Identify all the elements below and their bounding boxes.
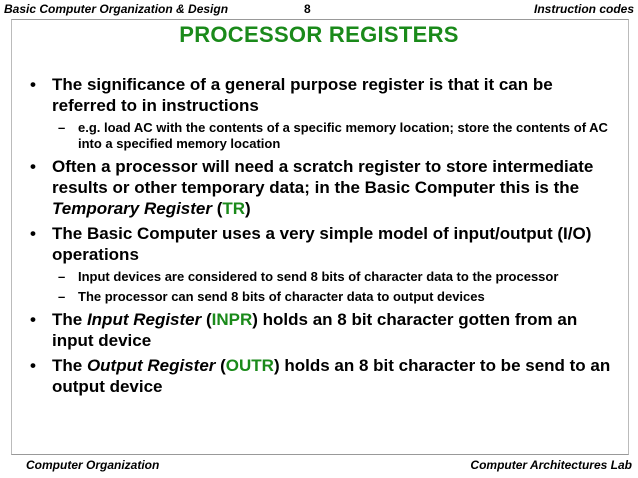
sub-bullet-text: The processor can send 8 bits of character data to output devices (78, 289, 485, 304)
bullet-icon: • (30, 356, 36, 375)
bullet-text: The Basic Computer uses a very simple model of input/output (I/O) operations (52, 224, 592, 264)
sub-bullet-text: Input devices are considered to send 8 bits of character data to the processor (78, 269, 559, 284)
sub-bullet-output-devices (24, 289, 620, 305)
bullet-icon: • (30, 75, 36, 94)
page-number: 8 (304, 2, 311, 16)
paren-open: ( (211, 199, 223, 218)
bullet-text: ) holds an 8 bit character to be send to an output device (52, 356, 611, 396)
bullet-general-purpose-register (24, 74, 620, 116)
bullet-icon: • (30, 224, 36, 243)
bullet-text: Often a processor will need a scratch register to store intermediate results or other temporary data; in the Basic Computer this is the (52, 157, 594, 197)
bullet-prefix: The (52, 356, 87, 375)
bullet-text: The significance of a general purpose register is that it can be referred to in instructions (52, 75, 553, 115)
paren-close: ) (245, 199, 251, 218)
sub-bullet-input-devices (24, 269, 620, 285)
bullet-output-register (24, 355, 620, 397)
footer-course: Computer Organization (26, 458, 160, 472)
sub-bullet-text: e.g. load AC with the contents of a specific memory location; store the contents of AC into a specified memory location (78, 120, 608, 151)
bullet-prefix: The (52, 310, 87, 329)
footer-lab: Computer Architectures Lab (470, 458, 632, 472)
slide-title: PROCESSOR REGISTERS (179, 22, 459, 47)
abbr-tr: TR (222, 199, 246, 218)
header-course-title: Basic Computer Organization & Design (4, 2, 229, 16)
bullet-temporary-register (24, 156, 620, 219)
abbr-inpr: INPR (211, 310, 253, 329)
term-output-register: Output Register (86, 356, 216, 375)
bullet-icon: • (30, 157, 36, 176)
bullet-icon: • (30, 310, 36, 329)
sub-bullet-load-ac-example (24, 120, 620, 152)
dash-icon: – (58, 120, 66, 135)
bullet-text: ) holds an 8 bit character gotten from an input device (52, 310, 578, 350)
bullet-input-register (24, 309, 620, 351)
dash-icon: – (58, 289, 66, 304)
paren-open: ( (201, 310, 212, 329)
abbr-outr: OUTR (225, 356, 274, 375)
dash-icon: – (58, 269, 66, 284)
bullet-io-model (24, 223, 620, 265)
term-input-register: Input Register (86, 310, 202, 329)
term-temporary-register: Temporary Register (52, 199, 212, 218)
header-section-title: Instruction codes (533, 2, 634, 16)
slide-content (24, 74, 620, 401)
paren-open: ( (215, 356, 226, 375)
